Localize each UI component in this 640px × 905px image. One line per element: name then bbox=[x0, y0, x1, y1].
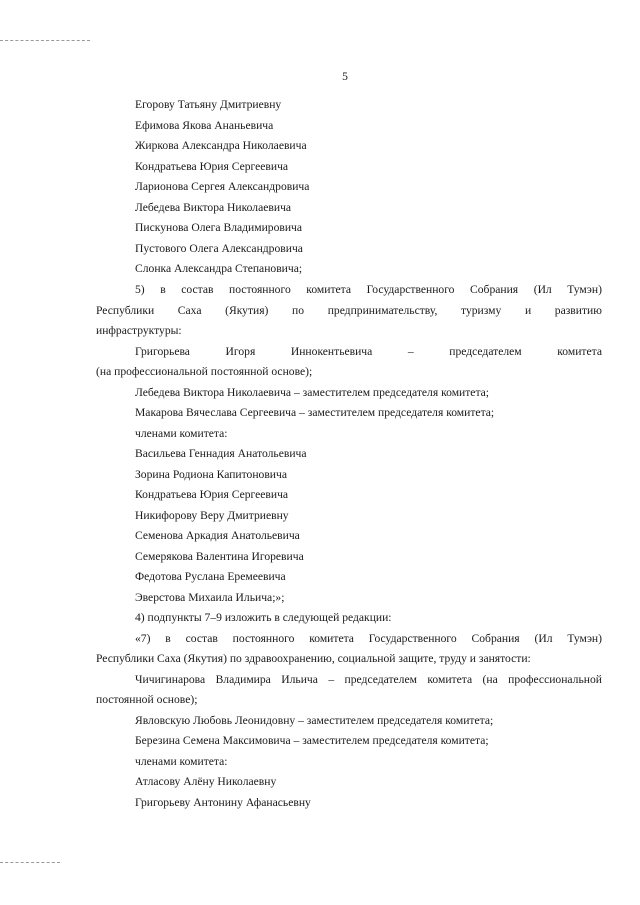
word: состав bbox=[181, 283, 214, 296]
line-30: постоянной основе); bbox=[96, 693, 198, 706]
word: и bbox=[524, 304, 532, 317]
line-17: членами комитета: bbox=[135, 427, 228, 440]
line-26: 4) подпункты 7–9 изложить в следующей редакции: bbox=[135, 611, 392, 624]
line-09: Слонка Александра Степановича; bbox=[135, 262, 303, 275]
line-06: Лебедева Виктора Николаевича bbox=[135, 201, 292, 214]
word: предпринимательству, bbox=[327, 304, 438, 317]
word: 5) bbox=[135, 283, 145, 296]
word: Собрания bbox=[470, 283, 519, 296]
word: Ильича bbox=[281, 673, 318, 686]
word: (Якутия) bbox=[225, 304, 269, 317]
word: Тумэн) bbox=[567, 632, 602, 645]
line-08: Пустового Олега Александровича bbox=[135, 242, 303, 255]
line-12: инфраструктуры: bbox=[96, 324, 182, 337]
word: «7) bbox=[135, 632, 151, 645]
word: – bbox=[407, 345, 414, 358]
word: комитета bbox=[557, 345, 602, 358]
word: туризму bbox=[461, 304, 502, 317]
word: комитета bbox=[427, 673, 473, 686]
word: Иннокентьевича bbox=[290, 345, 373, 358]
line-31: Явловскую Любовь Леонидовну – заместителем председателя комитета; bbox=[135, 714, 494, 727]
word: Государственного bbox=[368, 632, 457, 645]
line-28: Республики Саха (Якутия) по здравоохранению, социальной защите, труду и занятости: bbox=[96, 652, 531, 665]
word: председателем bbox=[344, 673, 417, 686]
word: (на bbox=[482, 673, 498, 686]
word: постоянного bbox=[229, 283, 291, 296]
scan-margin-mark-top bbox=[0, 40, 90, 42]
line-14: (на профессиональной постоянной основе); bbox=[96, 365, 313, 378]
line-04: Кондратьева Юрия Сергеевича bbox=[135, 160, 289, 173]
word: Чичигинарова bbox=[135, 673, 206, 686]
page-number: 5 bbox=[342, 70, 348, 83]
word: (Ил bbox=[534, 632, 553, 645]
scan-margin-mark-bottom bbox=[0, 862, 60, 864]
line-22: Семенова Аркадия Анатольевича bbox=[135, 529, 300, 542]
word: Тумэн) bbox=[567, 283, 602, 296]
line-24: Федотова Руслана Еремеевича bbox=[135, 570, 286, 583]
line-29 bbox=[135, 672, 602, 688]
word: состав bbox=[185, 632, 218, 645]
word: Владимира bbox=[215, 673, 271, 686]
word: Собрания bbox=[471, 632, 520, 645]
word: (Ил bbox=[533, 283, 552, 296]
word: комитета bbox=[309, 632, 354, 645]
line-23: Семерякова Валентина Игоревича bbox=[135, 550, 304, 563]
line-05: Ларионова Сергея Александровича bbox=[135, 180, 310, 193]
line-34: Атласову Алёну Николаевну bbox=[135, 775, 277, 788]
line-10 bbox=[135, 282, 602, 298]
line-32: Березина Семена Максимовича – заместителем председателя комитета; bbox=[135, 734, 489, 747]
word: в bbox=[165, 632, 171, 645]
word: постоянного bbox=[232, 632, 295, 645]
line-13 bbox=[135, 344, 602, 360]
line-20: Кондратьева Юрия Сергеевича bbox=[135, 488, 289, 501]
line-19: Зорина Родиона Капитоновича bbox=[135, 468, 287, 481]
line-11 bbox=[96, 303, 602, 319]
word: – bbox=[328, 673, 335, 686]
word: профессиональной bbox=[508, 673, 602, 686]
word: Саха bbox=[177, 304, 202, 317]
word: Игоря bbox=[225, 345, 256, 358]
word: Григорьева bbox=[135, 345, 190, 358]
line-33: членами комитета: bbox=[135, 755, 228, 768]
line-16: Макарова Вячеслава Сергеевича – заместителем председателя комитета; bbox=[135, 406, 495, 419]
line-02: Ефимова Якова Ананьевича bbox=[135, 119, 274, 132]
word: по bbox=[292, 304, 305, 317]
line-07: Пискунова Олега Владимировича bbox=[135, 221, 303, 234]
line-15: Лебедева Виктора Николаевича – заместителем председателя комитета; bbox=[135, 386, 490, 399]
word: комитета bbox=[306, 283, 352, 296]
word: Республики bbox=[96, 304, 155, 317]
word: в bbox=[160, 283, 166, 296]
word: развитию bbox=[554, 304, 602, 317]
line-25: Эверстова Михаила Ильича;»; bbox=[135, 591, 285, 604]
word: председателем bbox=[449, 345, 522, 358]
word: Государственного bbox=[366, 283, 455, 296]
line-03: Жиркова Александра Николаевича bbox=[135, 139, 307, 152]
line-21: Никифорову Веру Дмитриевну bbox=[135, 509, 289, 522]
line-27 bbox=[135, 631, 602, 647]
line-01: Егорову Татьяну Дмитриевну bbox=[135, 98, 282, 111]
line-35: Григорьеву Антонину Афанасьевну bbox=[135, 796, 311, 809]
line-18: Васильева Геннадия Анатольевича bbox=[135, 447, 307, 460]
